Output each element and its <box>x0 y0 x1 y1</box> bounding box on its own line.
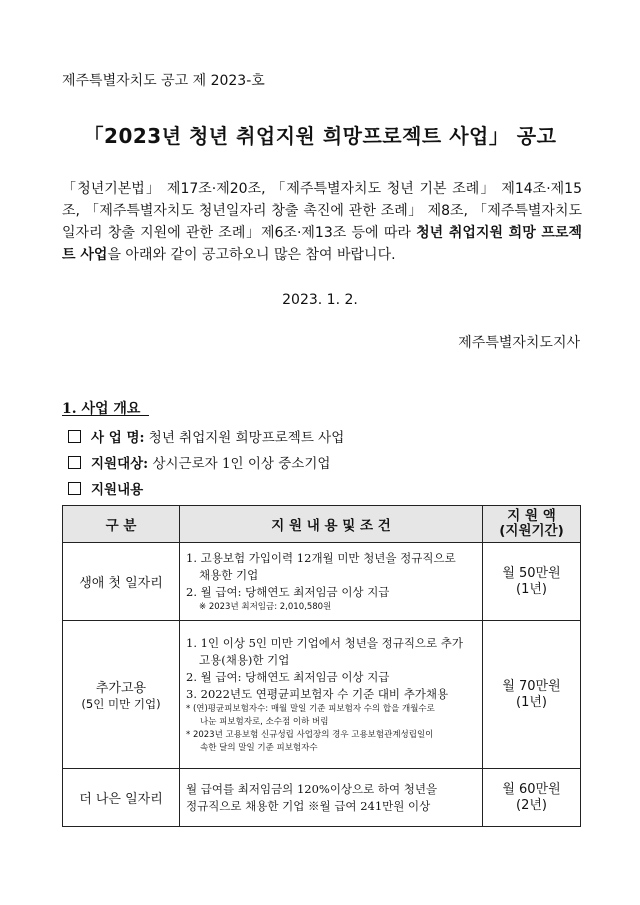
row-conditions <box>180 769 483 827</box>
condition-line: 1. 고용보험 가입이력 12개월 미만 청년을 정규직으로 <box>186 550 456 565</box>
header-amount-label: 지 원 액 <box>507 508 556 524</box>
row-category <box>63 769 180 827</box>
support-table <box>62 505 581 827</box>
condition-note: ※ 2023년 최저임금: 2,010,580원 <box>199 601 332 612</box>
header-conditions: 지 원 내 용 및 조 건 <box>180 506 483 543</box>
table-header-row <box>63 506 581 543</box>
amount-period: (1년) <box>516 581 547 597</box>
condition-line: 정규직으로 채용한 기업 ※월 급여 241만원 이상 <box>186 798 431 813</box>
condition-note: 속한 달의 말일 기준 피보험자수 <box>200 742 318 753</box>
row-amount <box>483 543 581 621</box>
condition-line: 1. 1인 이상 5인 미만 기업에서 청년을 정규직으로 추가 <box>186 635 464 650</box>
row-conditions <box>180 543 483 621</box>
intro-text: 「청년기본법」 제17조·제20조, 「제주특별자치도 청년 기본 조례」 제14조·제15조, 「제주특별자치도 청년일자리 창출 촉진에 관한 조례」 제8조, 「제주특별자치도 일자리 창출 지원에 관한 조례」제6조·제13조 등에 따라 <box>62 181 582 241</box>
row-conditions <box>180 621 483 769</box>
item-value: 상시근로자 1인 이상 중소기업 <box>148 456 331 472</box>
document-date: 2023. 1. 2. <box>282 292 358 308</box>
checkbox-square-icon <box>68 430 81 443</box>
table-row <box>63 769 581 827</box>
condition-line: 고용(채용)한 기업 <box>199 652 290 667</box>
item-value: 청년 취업지원 희망프로젝트 사업 <box>144 430 345 446</box>
category-label: 추가고용 <box>95 681 147 696</box>
condition-line: 채용한 기업 <box>199 567 259 582</box>
condition-note: 나눈 피보험자로, 소수점 이하 버림 <box>200 716 329 727</box>
category-label: 더 나은 일자리 <box>79 792 163 807</box>
document-title: 「2023년 청년 취업지원 희망프로젝트 사업」 공고 <box>83 124 557 148</box>
category-label: 생애 첫 일자리 <box>79 576 163 591</box>
intro-text-end: 을 아래와 같이 공고하오니 많은 참여 바랍니다. <box>107 247 396 263</box>
item-support-content <box>68 478 143 498</box>
section-heading-underline <box>62 415 149 416</box>
item-business-name <box>68 426 344 446</box>
amount-value: 월 50만원 <box>502 565 561 581</box>
intro-bold-text: 청년 취업지원 희망 프로젝트 사업 <box>62 225 582 263</box>
row-category <box>63 543 180 621</box>
item-label: 지원내용 <box>91 482 144 498</box>
header-category: 구 분 <box>63 506 180 543</box>
section-heading: 1. 사업 개요 <box>62 401 141 417</box>
amount-value: 월 70만원 <box>502 678 561 694</box>
condition-line: 2. 월 급여: 당해연도 최저임금 이상 지급 <box>186 669 390 684</box>
table-row <box>63 543 581 621</box>
checkbox-square-icon <box>68 456 81 469</box>
row-category <box>63 621 180 769</box>
condition-line: 월 급여를 최저임금의 120%이상으로 하여 청년을 <box>186 781 438 796</box>
amount-value: 월 60만원 <box>502 781 561 797</box>
issuer: 제주특별자치도지사 <box>458 335 580 351</box>
item-label: 사 업 명: <box>91 430 145 446</box>
condition-line: 2. 월 급여: 당해연도 최저임금 이상 지급 <box>186 584 390 599</box>
condition-line: 3. 2022년도 연평균피보험자 수 기준 대비 추가채용 <box>186 686 449 701</box>
item-target <box>68 452 330 472</box>
condition-note: * (연)평균피보험자수: 매월 말일 기준 피보험자 수의 합을 개월수로 <box>186 703 435 714</box>
notice-number: 제주특별자치도 공고 제 2023-호 <box>62 73 265 89</box>
table-row <box>63 621 581 769</box>
intro-paragraph <box>62 178 582 266</box>
checkbox-square-icon <box>68 482 81 495</box>
row-amount <box>483 621 581 769</box>
header-amount-period: (지원기간) <box>499 523 564 539</box>
category-sublabel: (5인 미만 기업) <box>81 697 161 711</box>
header-amount <box>483 506 581 543</box>
amount-period: (1년) <box>516 694 547 710</box>
amount-period: (2년) <box>516 797 547 813</box>
item-label: 지원대상: <box>91 456 149 472</box>
condition-note: * 2023년 고용보험 신규성립 사업장의 경우 고용보험관계성립일이 <box>186 729 434 740</box>
row-amount <box>483 769 581 827</box>
